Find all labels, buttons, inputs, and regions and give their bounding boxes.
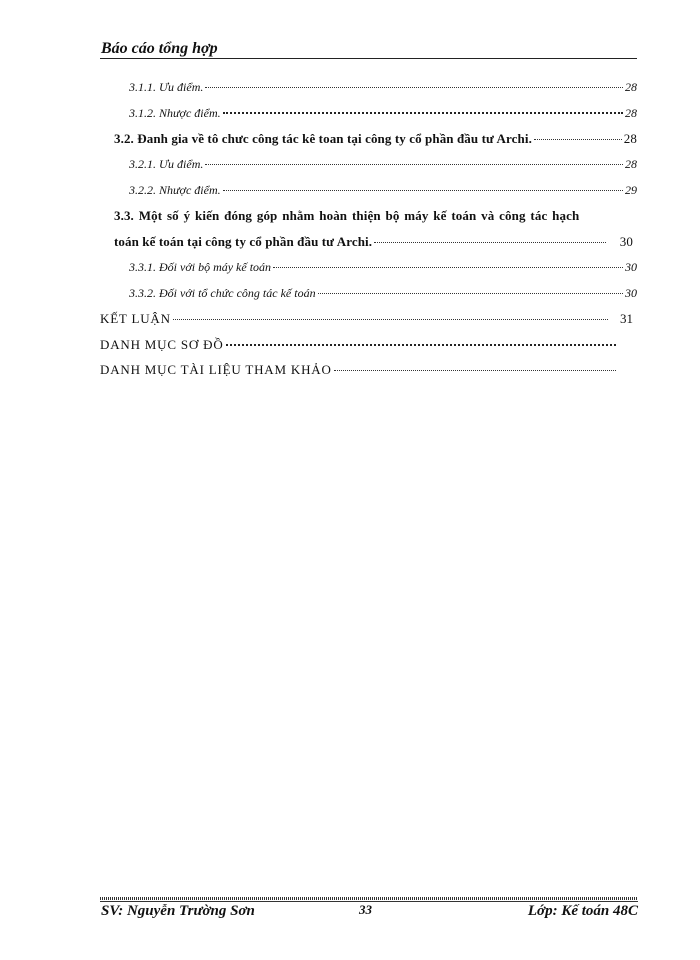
toc-leader [173,319,608,320]
toc-leader [334,370,616,371]
toc-entry-3-1-2[interactable] [129,106,637,121]
toc-entry-ket-luan[interactable] [100,311,633,327]
toc-entry-title: 3.3. Một số ý kiến đóng góp nhằm hoàn thiện bộ máy kế toán và công tác hạch [114,208,580,223]
toc-leader [534,139,622,140]
toc-entry-3-2-1[interactable] [129,157,637,172]
header-title: Báo cáo tổng hợp [101,40,218,57]
toc-entry-3-3-cont[interactable] [114,234,633,250]
toc-page-number: 28 [623,131,637,146]
toc-entry-3-3[interactable] [114,208,637,224]
toc-entry-title: toán kế toán tại công ty cổ phần đầu tư Archi. [114,234,373,249]
toc-entry-3-3-2[interactable] [129,286,637,301]
toc-page-number: 30 [625,286,637,300]
toc-entry-title: KẾT LUẬN [100,311,171,326]
toc-entry-3-1-1[interactable] [129,80,637,95]
toc-entry-title: 3.3.1. Đối với bộ máy kế toán [129,260,272,274]
toc-entry-title: 3.1.2. Nhược điểm. [129,106,221,120]
toc-page-number: 30 [619,234,633,249]
toc-entry-3-3-1[interactable] [129,260,637,275]
toc-page-number: 28 [625,80,637,94]
toc-leader [273,267,623,268]
toc-entry-title: 3.2.2. Nhược điểm. [129,183,221,197]
toc-page-number: 28 [625,106,637,120]
footer-page-number: 33 [359,902,372,917]
toc-entry-danh-muc-so-do[interactable] [100,337,618,353]
toc-entry-title: 3.2.1. Ưu điểm. [129,157,204,171]
toc-leader [223,112,623,114]
toc-page-number: 30 [625,260,637,274]
toc-leader [223,190,623,191]
toc-leader [205,87,623,88]
toc-leader [205,164,623,165]
toc-page-number: 28 [625,157,637,171]
toc-page-number: 29 [625,183,637,197]
header-divider [100,58,637,59]
toc-entry-3-2[interactable] [114,131,637,147]
toc-entry-tai-lieu-tham-khao[interactable] [100,362,618,378]
toc-entry-title: DANH MỤC SƠ ĐỒ [100,337,224,352]
footer-divider [100,897,638,900]
toc-entry-3-2-2[interactable] [129,183,637,198]
toc-page-number: 31 [620,311,633,326]
footer-student-name: SV: Nguyễn Trường Sơn [101,903,255,919]
toc-entry-title: 3.2. Đanh gia về tô chưc công tác kê toan tại công ty cổ phần đầu tư Archi. [114,131,532,146]
toc-leader [226,344,616,346]
toc-entry-title: 3.3.2. Đối với tổ chức công tác kế toán [129,286,316,300]
toc-leader [374,242,606,243]
toc-entry-title: DANH MỤC TÀI LIỆU THAM KHẢO [100,362,332,377]
footer-class: Lớp: Kế toán 48C [527,903,638,919]
toc-entry-title: 3.1.1. Ưu điểm. [129,80,204,94]
toc-leader [318,293,623,294]
